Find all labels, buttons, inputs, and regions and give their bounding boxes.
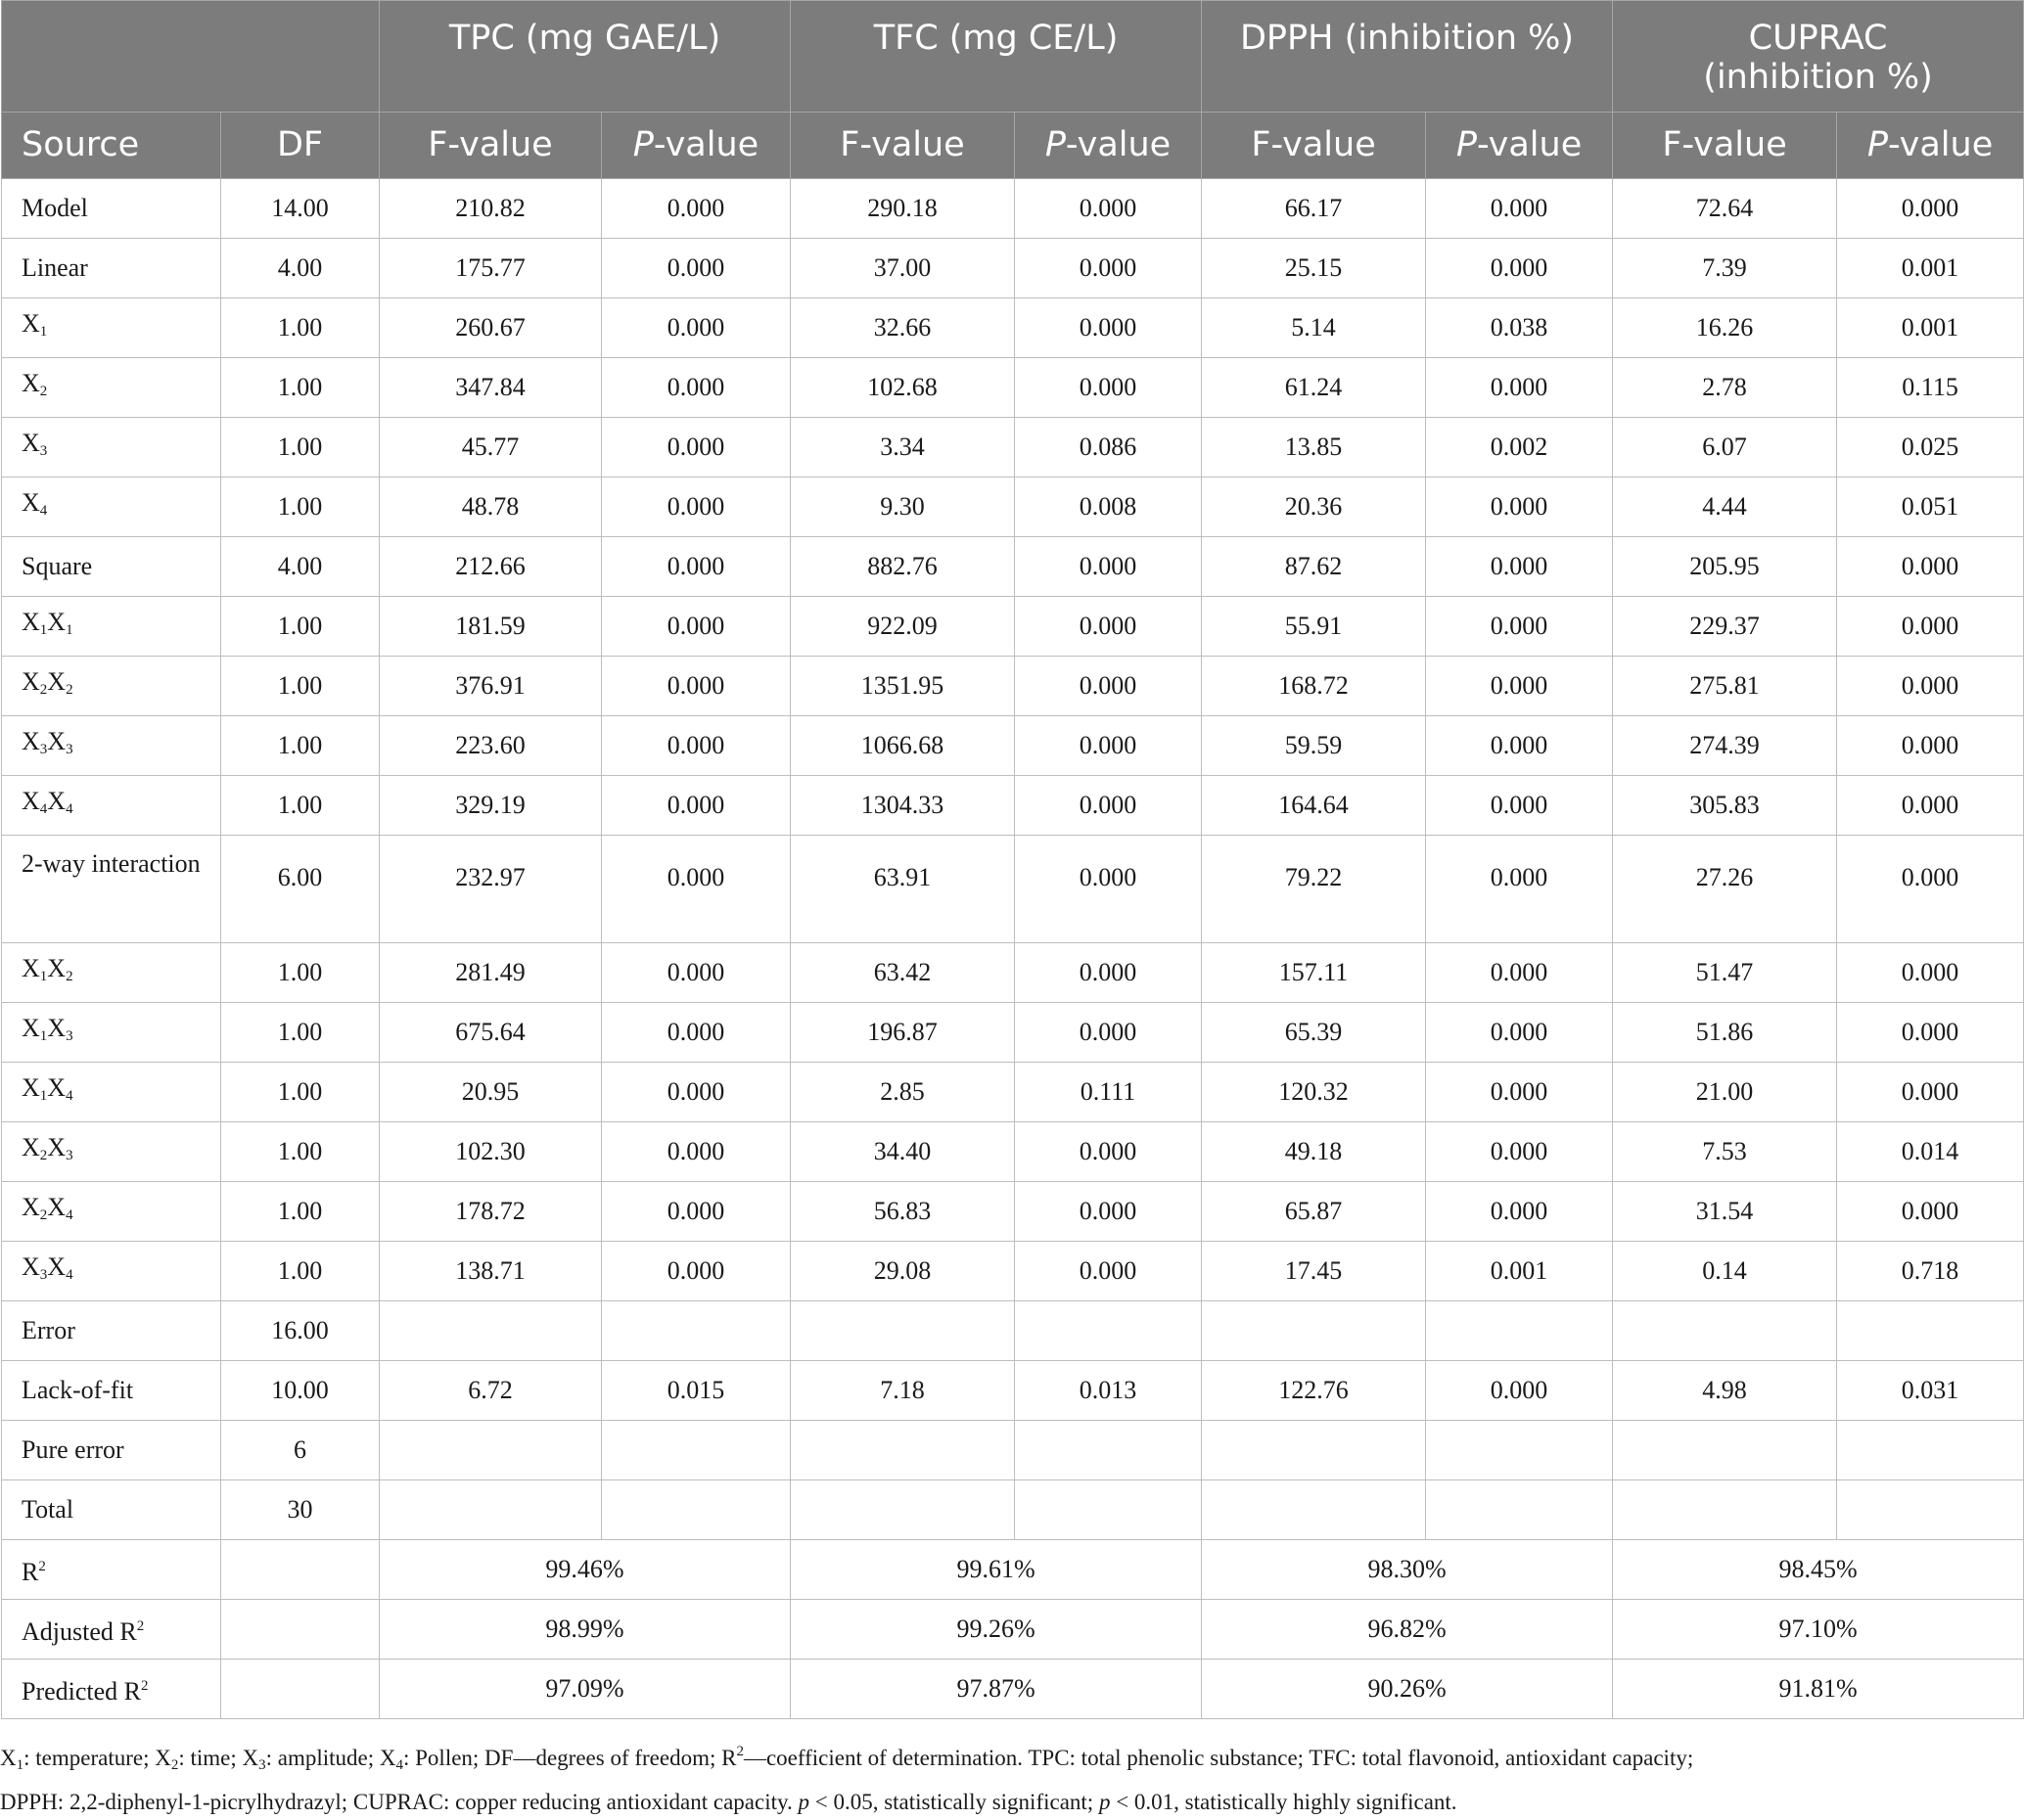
p-value-cell: [602, 1480, 791, 1540]
f-value-cell: 45.77: [380, 418, 602, 478]
f-value-cell: 290.18: [791, 179, 1015, 239]
f-value-cell: 5.14: [1202, 298, 1426, 358]
p-value-cell: 0.000: [602, 597, 791, 657]
df-cell: 1.00: [221, 1122, 380, 1182]
f-value-cell: 1351.95: [791, 657, 1015, 716]
p-value-cell: 0.000: [602, 179, 791, 239]
f-value-cell: 17.45: [1202, 1242, 1426, 1301]
df-cell: 1.00: [221, 716, 380, 776]
p-value-cell: 0.038: [1426, 298, 1613, 358]
f-value-cell: 51.47: [1613, 943, 1837, 1003]
f-value-cell: 65.87: [1202, 1182, 1426, 1242]
p-value-cell: 0.013: [1015, 1361, 1202, 1421]
p-value-cell: [1015, 1480, 1202, 1540]
p-value-cell: 0.115: [1837, 358, 2024, 418]
f-value-cell: 223.60: [380, 716, 602, 776]
f-value-header: F-value: [791, 113, 1015, 179]
f-value-cell: 675.64: [380, 1003, 602, 1063]
row-label: $X_1X_4$: [2, 1063, 221, 1122]
r2-value-cell: 98.45%: [1613, 1540, 2024, 1600]
p-value-cell: [1837, 1301, 2024, 1361]
f-value-cell: 196.87: [791, 1003, 1015, 1063]
p-value-cell: 0.000: [602, 776, 791, 836]
p-value-cell: 0.000: [1426, 358, 1613, 418]
p-value-cell: 0.000: [1426, 836, 1613, 943]
df-cell: 1.00: [221, 358, 380, 418]
p-value-cell: 0.000: [1426, 537, 1613, 597]
group-header: CUPRAC (inhibition %): [1613, 1, 2024, 113]
table-row: [2, 358, 2024, 418]
row-label: $X_1$: [2, 298, 221, 358]
p-value-cell: 0.000: [602, 1122, 791, 1182]
r2-value-cell: 97.09%: [380, 1660, 791, 1719]
f-value-cell: 7.39: [1613, 239, 1837, 298]
df-header: DF: [221, 113, 380, 179]
table-row: [2, 776, 2024, 836]
f-value-cell: 34.40: [791, 1122, 1015, 1182]
p-value-cell: [602, 1301, 791, 1361]
p-value-cell: 0.000: [1837, 943, 2024, 1003]
df-cell: 1.00: [221, 1063, 380, 1122]
f-value-cell: 65.39: [1202, 1003, 1426, 1063]
f-value-cell: 16.26: [1613, 298, 1837, 358]
p-value-cell: 0.008: [1015, 478, 1202, 537]
p-value-cell: 0.000: [1837, 657, 2024, 716]
f-value-header: F-value: [380, 113, 602, 179]
f-value-cell: 175.77: [380, 239, 602, 298]
p-value-cell: 0.000: [1015, 537, 1202, 597]
f-value-cell: 1066.68: [791, 716, 1015, 776]
row-label: Predicted $R^2$: [2, 1660, 221, 1719]
p-value-cell: 0.000: [1837, 776, 2024, 836]
f-value-cell: 274.39: [1613, 716, 1837, 776]
p-value-cell: 0.000: [1837, 179, 2024, 239]
p-value-cell: 0.000: [1837, 537, 2024, 597]
source-header: Source: [2, 113, 221, 179]
p-value-cell: 0.051: [1837, 478, 2024, 537]
row-label: Error: [2, 1301, 221, 1361]
table-footnote: [0, 1734, 2016, 1820]
p-value-cell: 0.000: [602, 418, 791, 478]
f-value-cell: 25.15: [1202, 239, 1426, 298]
p-value-cell: 0.000: [1837, 1182, 2024, 1242]
p-value-cell: 0.000: [1015, 1242, 1202, 1301]
p-value-cell: 0.000: [1015, 776, 1202, 836]
row-label: Linear: [2, 239, 221, 298]
table-row: [2, 1361, 2024, 1421]
df-cell: 1.00: [221, 418, 380, 478]
sub-header-row: [2, 113, 2024, 179]
p-value-cell: 0.000: [1426, 597, 1613, 657]
r2-row: [2, 1660, 2024, 1719]
table-row: [2, 179, 2024, 239]
p-value-cell: 0.000: [1426, 1182, 1613, 1242]
p-value-cell: 0.000: [1015, 358, 1202, 418]
row-label: $R^2$: [2, 1540, 221, 1600]
p-value-cell: 0.031: [1837, 1361, 2024, 1421]
r2-value-cell: 97.10%: [1613, 1600, 2024, 1660]
f-value-cell: [1202, 1301, 1426, 1361]
f-value-cell: 4.44: [1613, 478, 1837, 537]
group-header: TPC (mg GAE/L): [380, 1, 791, 113]
p-value-cell: 0.000: [602, 943, 791, 1003]
p-value-cell: 0.000: [1015, 239, 1202, 298]
f-value-cell: 56.83: [791, 1182, 1015, 1242]
r2-value-cell: 99.26%: [791, 1600, 1202, 1660]
row-label: Model: [2, 179, 221, 239]
group-header-row: [2, 1, 2024, 113]
f-value-cell: 13.85: [1202, 418, 1426, 478]
p-value-cell: 0.000: [1015, 1003, 1202, 1063]
table-row: [2, 1301, 2024, 1361]
row-label: $X_1X_2$: [2, 943, 221, 1003]
df-cell: 1.00: [221, 1182, 380, 1242]
p-value-cell: 0.000: [1015, 179, 1202, 239]
f-value-cell: 9.30: [791, 478, 1015, 537]
f-value-cell: 6.72: [380, 1361, 602, 1421]
p-value-cell: [1015, 1301, 1202, 1361]
f-value-cell: 138.71: [380, 1242, 602, 1301]
group-header: DPPH (inhibition %): [1202, 1, 1613, 113]
table-row: [2, 239, 2024, 298]
f-value-cell: 178.72: [380, 1182, 602, 1242]
f-value-cell: 212.66: [380, 537, 602, 597]
f-value-cell: 102.30: [380, 1122, 602, 1182]
p-value-cell: 0.000: [1426, 1003, 1613, 1063]
df-cell: [221, 1660, 380, 1719]
p-value-cell: 0.000: [1015, 836, 1202, 943]
f-value-cell: 37.00: [791, 239, 1015, 298]
table-row: [2, 1003, 2024, 1063]
p-value-cell: 0.001: [1426, 1242, 1613, 1301]
p-value-cell: [1837, 1480, 2024, 1540]
f-value-cell: [791, 1480, 1015, 1540]
p-value-cell: 0.000: [1426, 478, 1613, 537]
row-label: 2-way interaction: [2, 836, 221, 943]
p-value-cell: 0.000: [1426, 179, 1613, 239]
p-value-cell: 0.000: [1015, 1182, 1202, 1242]
f-value-cell: 376.91: [380, 657, 602, 716]
p-value-cell: [1837, 1421, 2024, 1480]
df-cell: 10.00: [221, 1361, 380, 1421]
p-value-cell: 0.000: [1426, 716, 1613, 776]
p-value-cell: 0.000: [1015, 716, 1202, 776]
f-value-cell: 27.26: [1613, 836, 1837, 943]
p-value-cell: [1426, 1421, 1613, 1480]
p-value-cell: 0.000: [1426, 657, 1613, 716]
table-row: [2, 836, 2024, 943]
f-value-cell: 164.64: [1202, 776, 1426, 836]
f-value-cell: 329.19: [380, 776, 602, 836]
f-value-cell: 882.76: [791, 537, 1015, 597]
p-value-cell: 0.000: [602, 657, 791, 716]
p-value-cell: 0.000: [1015, 1122, 1202, 1182]
p-value-cell: 0.000: [1426, 1063, 1613, 1122]
f-value-cell: 6.07: [1613, 418, 1837, 478]
p-value-cell: 0.000: [602, 358, 791, 418]
f-value-cell: 79.22: [1202, 836, 1426, 943]
p-value-cell: 0.000: [1015, 597, 1202, 657]
row-label: Adjusted $R^2$: [2, 1600, 221, 1660]
row-label: $X_1X_1$: [2, 597, 221, 657]
df-cell: 1.00: [221, 1003, 380, 1063]
f-value-cell: 20.36: [1202, 478, 1426, 537]
p-value-header: P-value: [1015, 113, 1202, 179]
f-value-cell: [1613, 1421, 1837, 1480]
p-value-cell: 0.000: [1837, 1063, 2024, 1122]
f-value-cell: 29.08: [791, 1242, 1015, 1301]
f-value-cell: 66.17: [1202, 179, 1426, 239]
p-value-cell: 0.000: [1426, 1361, 1613, 1421]
f-value-cell: 347.84: [380, 358, 602, 418]
row-label: $X_2X_2$: [2, 657, 221, 716]
p-value-cell: 0.000: [602, 836, 791, 943]
df-cell: 16.00: [221, 1301, 380, 1361]
df-cell: [221, 1540, 380, 1600]
p-value-cell: 0.000: [1426, 239, 1613, 298]
p-value-cell: 0.111: [1015, 1063, 1202, 1122]
p-value-cell: 0.015: [602, 1361, 791, 1421]
f-value-cell: 48.78: [380, 478, 602, 537]
table-row: [2, 657, 2024, 716]
table-row: [2, 478, 2024, 537]
row-label: Total: [2, 1480, 221, 1540]
f-value-cell: 4.98: [1613, 1361, 1837, 1421]
row-label: $X_2$: [2, 358, 221, 418]
f-value-cell: 51.86: [1613, 1003, 1837, 1063]
f-value-cell: 281.49: [380, 943, 602, 1003]
r2-value-cell: 90.26%: [1202, 1660, 1613, 1719]
row-label: Square: [2, 537, 221, 597]
f-value-cell: 32.66: [791, 298, 1015, 358]
p-value-cell: 0.000: [1837, 716, 2024, 776]
f-value-cell: [380, 1480, 602, 1540]
r2-value-cell: 98.99%: [380, 1600, 791, 1660]
table-row: [2, 298, 2024, 358]
f-value-cell: 7.18: [791, 1361, 1015, 1421]
row-label: $X_4X_4$: [2, 776, 221, 836]
f-value-cell: 275.81: [1613, 657, 1837, 716]
p-value-cell: 0.000: [602, 1242, 791, 1301]
row-label: $X_3$: [2, 418, 221, 478]
p-value-cell: 0.000: [1015, 943, 1202, 1003]
f-value-header: F-value: [1202, 113, 1426, 179]
f-value-cell: 55.91: [1202, 597, 1426, 657]
df-cell: 1.00: [221, 478, 380, 537]
p-value-cell: 0.000: [1837, 1003, 2024, 1063]
f-value-cell: 181.59: [380, 597, 602, 657]
f-value-cell: 168.72: [1202, 657, 1426, 716]
df-cell: 1.00: [221, 943, 380, 1003]
f-value-cell: [1202, 1421, 1426, 1480]
corner-cell: [2, 1, 380, 113]
df-cell: 4.00: [221, 239, 380, 298]
f-value-cell: 87.62: [1202, 537, 1426, 597]
df-cell: 1.00: [221, 597, 380, 657]
df-cell: [221, 1600, 380, 1660]
f-value-cell: [1613, 1301, 1837, 1361]
f-value-cell: 305.83: [1613, 776, 1837, 836]
f-value-cell: 2.85: [791, 1063, 1015, 1122]
p-value-cell: 0.000: [1015, 657, 1202, 716]
p-value-header: P-value: [1426, 113, 1613, 179]
p-value-header: P-value: [1837, 113, 2024, 179]
p-value-cell: [1015, 1421, 1202, 1480]
r2-value-cell: 96.82%: [1202, 1600, 1613, 1660]
row-label: $X_2X_4$: [2, 1182, 221, 1242]
p-value-cell: 0.000: [1837, 597, 2024, 657]
df-cell: 1.00: [221, 298, 380, 358]
table-row: [2, 943, 2024, 1003]
df-cell: 6.00: [221, 836, 380, 943]
f-value-cell: [1202, 1480, 1426, 1540]
f-value-cell: 21.00: [1613, 1063, 1837, 1122]
p-value-cell: 0.025: [1837, 418, 2024, 478]
r2-value-cell: 97.87%: [791, 1660, 1202, 1719]
f-value-cell: [791, 1301, 1015, 1361]
row-label: $X_1X_3$: [2, 1003, 221, 1063]
table-row: [2, 537, 2024, 597]
f-value-cell: 260.67: [380, 298, 602, 358]
f-value-cell: 120.32: [1202, 1063, 1426, 1122]
f-value-cell: 922.09: [791, 597, 1015, 657]
p-value-cell: [1426, 1301, 1613, 1361]
table-row: [2, 418, 2024, 478]
f-value-cell: 232.97: [380, 836, 602, 943]
f-value-cell: 49.18: [1202, 1122, 1426, 1182]
f-value-cell: [380, 1301, 602, 1361]
footnote-line-1: $X_1$: temperature; $X_2$: time; $X_3$: amplitude; $X_4$: Pollen; DF—degrees of freedom; $R^2—coefficient$ of determination. TPC: total phenolic substance; TFC: total flavonoid, antioxidant capacity;: [0, 1744, 1694, 1773]
f-value-cell: 61.24: [1202, 358, 1426, 418]
f-value-cell: 72.64: [1613, 179, 1837, 239]
p-value-cell: 0.002: [1426, 418, 1613, 478]
df-cell: 1.00: [221, 1242, 380, 1301]
table-body: [2, 179, 2024, 1719]
df-cell: 30: [221, 1480, 380, 1540]
p-value-cell: 0.014: [1837, 1122, 2024, 1182]
row-label: Lack-of-fit: [2, 1361, 221, 1421]
f-value-cell: 2.78: [1613, 358, 1837, 418]
f-value-cell: 63.91: [791, 836, 1015, 943]
row-label: Pure error: [2, 1421, 221, 1480]
table-row: [2, 1063, 2024, 1122]
p-value-cell: 0.000: [602, 716, 791, 776]
f-value-cell: 31.54: [1613, 1182, 1837, 1242]
df-cell: 6: [221, 1421, 380, 1480]
table-row: [2, 1182, 2024, 1242]
r2-value-cell: 99.46%: [380, 1540, 791, 1600]
p-value-cell: 0.001: [1837, 239, 2024, 298]
p-value-cell: 0.718: [1837, 1242, 2024, 1301]
row-label: $X_3X_3$: [2, 716, 221, 776]
row-label: $X_4$: [2, 478, 221, 537]
p-value-header: P-value: [602, 113, 791, 179]
f-value-cell: [380, 1421, 602, 1480]
p-value-cell: 0.000: [1426, 943, 1613, 1003]
f-value-cell: 1304.33: [791, 776, 1015, 836]
f-value-cell: 59.59: [1202, 716, 1426, 776]
p-value-cell: 0.000: [602, 478, 791, 537]
r2-value-cell: 91.81%: [1613, 1660, 2024, 1719]
f-value-cell: 20.95: [380, 1063, 602, 1122]
p-value-cell: 0.000: [602, 1063, 791, 1122]
p-value-cell: 0.000: [602, 1182, 791, 1242]
table-row: [2, 1122, 2024, 1182]
f-value-cell: 205.95: [1613, 537, 1837, 597]
p-value-cell: 0.000: [1426, 776, 1613, 836]
f-value-cell: 157.11: [1202, 943, 1426, 1003]
f-value-cell: 229.37: [1613, 597, 1837, 657]
f-value-cell: 3.34: [791, 418, 1015, 478]
p-value-cell: 0.000: [602, 1003, 791, 1063]
f-value-cell: [791, 1421, 1015, 1480]
f-value-cell: 102.68: [791, 358, 1015, 418]
anova-table: [1, 0, 2024, 1719]
f-value-cell: 210.82: [380, 179, 602, 239]
row-label: $X_2X_3$: [2, 1122, 221, 1182]
p-value-cell: 0.000: [1015, 298, 1202, 358]
df-cell: 1.00: [221, 657, 380, 716]
p-value-cell: 0.086: [1015, 418, 1202, 478]
p-value-cell: 0.000: [602, 298, 791, 358]
df-cell: 1.00: [221, 776, 380, 836]
r2-value-cell: 98.30%: [1202, 1540, 1613, 1600]
group-header: TFC (mg CE/L): [791, 1, 1202, 113]
footnote-line-2: DPPH: 2,2-diphenyl-1-picrylhydrazyl; CUPRAC: copper reducing antioxidant capacity. p < 0.05, statistically significant; p < 0.01, statistically highly significant.: [0, 1790, 1457, 1814]
p-value-cell: [1426, 1480, 1613, 1540]
r2-row: [2, 1540, 2024, 1600]
f-value-cell: 0.14: [1613, 1242, 1837, 1301]
table-row: [2, 1242, 2024, 1301]
df-cell: 14.00: [221, 179, 380, 239]
p-value-cell: [602, 1421, 791, 1480]
r2-row: [2, 1600, 2024, 1660]
p-value-cell: 0.000: [602, 239, 791, 298]
f-value-cell: 122.76: [1202, 1361, 1426, 1421]
f-value-cell: 63.42: [791, 943, 1015, 1003]
p-value-cell: 0.000: [1837, 836, 2024, 943]
table-row: [2, 1421, 2024, 1480]
r2-value-cell: 99.61%: [791, 1540, 1202, 1600]
row-label: $X_3X_4$: [2, 1242, 221, 1301]
p-value-cell: 0.001: [1837, 298, 2024, 358]
f-value-cell: 7.53: [1613, 1122, 1837, 1182]
p-value-cell: 0.000: [602, 537, 791, 597]
f-value-header: F-value: [1613, 113, 1837, 179]
table-row: [2, 597, 2024, 657]
f-value-cell: [1613, 1480, 1837, 1540]
df-cell: 4.00: [221, 537, 380, 597]
table-row: [2, 716, 2024, 776]
table-row: [2, 1480, 2024, 1540]
p-value-cell: 0.000: [1426, 1122, 1613, 1182]
